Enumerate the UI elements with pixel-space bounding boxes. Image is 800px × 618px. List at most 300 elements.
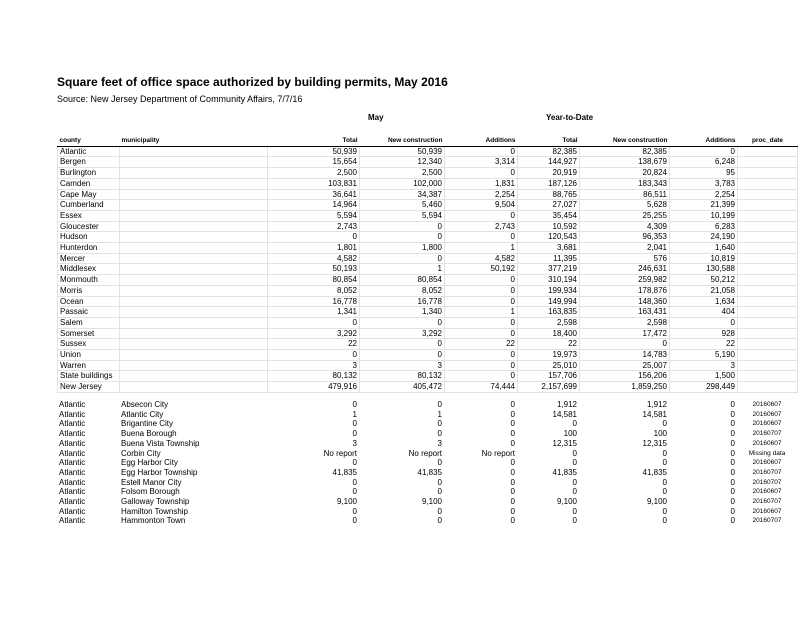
col-municipality: municipality <box>120 136 268 146</box>
ytd-new-cell: 138,679 <box>580 157 670 168</box>
ytd-additions-cell: 0 <box>730 409 735 419</box>
county-cell: Passaic <box>58 307 120 318</box>
municipality-cell <box>120 146 268 157</box>
municipality-cell: Atlantic City <box>121 409 164 419</box>
county-cell: Cumberland <box>58 200 120 211</box>
municipality-cell <box>120 221 268 232</box>
ytd-new-cell: 246,631 <box>580 264 670 275</box>
proc-date-cell <box>738 350 798 361</box>
ytd-additions-cell: 21,399 <box>670 200 738 211</box>
may-total-cell: 0 <box>352 487 357 497</box>
ytd-total-cell: 12,315 <box>552 438 577 448</box>
proc-date-cell: 20160607 <box>752 439 782 447</box>
county-cell: Atlantic <box>58 146 120 157</box>
ytd-additions-cell: 10,199 <box>670 210 738 221</box>
may-total-cell: 479,916 <box>268 382 360 393</box>
may-total-cell: 50,939 <box>268 146 360 157</box>
ytd-total-cell: 0 <box>572 516 577 526</box>
ytd-new-cell: 2,041 <box>580 243 670 254</box>
ytd-new-cell: 156,206 <box>580 371 670 382</box>
may-new-cell: 0 <box>360 350 445 361</box>
may-total-cell: 0 <box>352 516 357 526</box>
municipality-cell <box>120 243 268 254</box>
may-total-cell: 80,854 <box>268 275 360 286</box>
ytd-additions-cell: 0 <box>730 419 735 429</box>
may-additions-cell: 1 <box>445 243 518 254</box>
may-total-cell: 3 <box>268 360 360 371</box>
ytd-new-cell: 20,824 <box>580 168 670 179</box>
ytd-new-cell: 1,912 <box>646 400 667 409</box>
county-row <box>58 157 798 168</box>
municipality-cell: Estell Manor City <box>121 477 182 487</box>
ytd-new-cell: 0 <box>662 506 667 516</box>
may-new-cell: 80,132 <box>360 371 445 382</box>
col-may-total: Total <box>268 136 360 146</box>
municipality-cell <box>120 253 268 264</box>
may-new-cell: 2,500 <box>360 168 445 179</box>
may-additions-cell: 0 <box>445 328 518 339</box>
ytd-total-cell: 3,681 <box>518 243 580 254</box>
may-total-cell: 2,500 <box>268 168 360 179</box>
may-total-cell: 50,193 <box>268 264 360 275</box>
proc-date-cell <box>738 264 798 275</box>
municipality-cell: Buena Vista Township <box>121 438 200 448</box>
may-additions-cell: 4,582 <box>445 253 518 264</box>
may-total-cell: 16,778 <box>268 296 360 307</box>
ytd-additions-cell: 0 <box>730 400 735 409</box>
ytd-new-cell: 183,343 <box>580 178 670 189</box>
ytd-additions-cell: 404 <box>670 307 738 318</box>
may-total-cell: 103,831 <box>268 178 360 189</box>
ytd-total-cell: 18,400 <box>518 328 580 339</box>
may-new-cell: 0 <box>360 232 445 243</box>
ytd-additions-cell: 0 <box>730 506 735 516</box>
municipality-cell <box>120 307 268 318</box>
may-additions-cell: 0 <box>445 371 518 382</box>
may-new-cell: 3 <box>360 360 445 371</box>
ytd-new-cell: 259,982 <box>580 275 670 286</box>
municipality-cell <box>120 178 268 189</box>
municipality-cell <box>120 157 268 168</box>
ytd-additions-cell: 0 <box>730 477 735 487</box>
county-cell: Atlantic <box>59 458 86 468</box>
county-cell: State buildings <box>58 371 120 382</box>
ytd-new-cell: 5,628 <box>580 200 670 211</box>
ytd-new-cell: 25,007 <box>580 360 670 371</box>
ytd-total-cell: 120,543 <box>518 232 580 243</box>
county-row <box>58 317 798 328</box>
ytd-new-cell: 9,100 <box>646 497 667 507</box>
may-new-cell: 5,460 <box>360 200 445 211</box>
may-total-cell: 0 <box>352 400 357 409</box>
may-new-cell: 12,340 <box>360 157 445 168</box>
county-cell: Essex <box>58 210 120 221</box>
ytd-new-cell: 96,353 <box>580 232 670 243</box>
may-additions-cell: 0 <box>445 360 518 371</box>
may-new-cell: 0 <box>437 429 442 439</box>
may-new-cell: 102,000 <box>360 178 445 189</box>
proc-date-cell <box>738 253 798 264</box>
ytd-new-cell: 148,360 <box>580 296 670 307</box>
may-new-cell: 5,594 <box>360 210 445 221</box>
may-total-cell: No report <box>323 448 357 458</box>
may-new-cell: 80,854 <box>360 275 445 286</box>
ytd-additions-cell: 298,449 <box>670 382 738 393</box>
may-additions-cell: 0 <box>510 400 515 409</box>
county-row <box>58 275 798 286</box>
ytd-total-cell: 14,581 <box>552 409 577 419</box>
may-total-cell: 22 <box>268 339 360 350</box>
ytd-additions-cell: 928 <box>670 328 738 339</box>
municipality-row <box>57 419 797 429</box>
ytd-total-cell: 310,194 <box>518 275 580 286</box>
proc-date-cell: 20160707 <box>752 498 782 506</box>
municipality-cell <box>120 296 268 307</box>
municipality-cell <box>120 371 268 382</box>
ytd-new-cell: 0 <box>662 477 667 487</box>
ytd-new-cell: 14,581 <box>642 409 667 419</box>
ytd-total-cell: 20,919 <box>518 168 580 179</box>
county-row <box>58 264 798 275</box>
ytd-total-cell: 0 <box>572 487 577 497</box>
may-additions-cell: 0 <box>510 429 515 439</box>
may-new-cell: 3 <box>437 438 442 448</box>
ytd-additions-cell: 0 <box>730 467 735 477</box>
county-row <box>58 243 798 254</box>
ytd-new-cell: 0 <box>662 419 667 429</box>
municipality-cell <box>120 350 268 361</box>
ytd-additions-cell: 0 <box>730 516 735 526</box>
ytd-additions-cell: 5,190 <box>670 350 738 361</box>
county-row <box>58 253 798 264</box>
may-additions-cell: 0 <box>445 296 518 307</box>
may-total-cell: 0 <box>352 477 357 487</box>
may-total-cell: 41,835 <box>332 467 357 477</box>
municipality-row <box>57 507 797 517</box>
county-cell: Burlington <box>58 168 120 179</box>
county-cell: Atlantic <box>59 506 86 516</box>
ytd-additions-cell: 1,634 <box>670 296 738 307</box>
proc-date-cell: 20160707 <box>752 430 782 438</box>
may-additions-cell: 9,504 <box>445 200 518 211</box>
col-may-additions: Additions <box>445 136 518 146</box>
may-total-cell: 2,743 <box>268 221 360 232</box>
may-total-cell: 0 <box>352 458 357 468</box>
ytd-total-cell: 10,592 <box>518 221 580 232</box>
may-new-cell: 0 <box>360 221 445 232</box>
county-row <box>58 168 798 179</box>
county-cell: Cape May <box>58 189 120 200</box>
municipality-cell <box>120 189 268 200</box>
county-cell: Hunterdon <box>58 243 120 254</box>
may-new-cell: 0 <box>360 339 445 350</box>
may-additions-cell: 2,743 <box>445 221 518 232</box>
county-row <box>58 371 798 382</box>
may-new-cell: 1 <box>437 409 442 419</box>
ytd-total-cell: 0 <box>572 458 577 468</box>
county-cell: Morris <box>58 285 120 296</box>
proc-date-cell: 20160607 <box>752 488 782 496</box>
may-total-cell: 0 <box>352 419 357 429</box>
may-new-cell: 1 <box>360 264 445 275</box>
county-row <box>58 360 798 371</box>
ytd-new-cell: 0 <box>580 339 670 350</box>
may-additions-cell: 1 <box>445 307 518 318</box>
may-additions-cell: 0 <box>510 458 515 468</box>
municipality-cell: Brigantine City <box>121 419 174 429</box>
may-additions-cell: 0 <box>510 409 515 419</box>
ytd-additions-cell: 0 <box>730 458 735 468</box>
may-total-cell: 9,100 <box>336 497 357 507</box>
ytd-total-cell: 35,454 <box>518 210 580 221</box>
county-cell: Sussex <box>58 339 120 350</box>
county-row <box>58 296 798 307</box>
may-new-cell: 0 <box>437 477 442 487</box>
may-total-cell: 36,641 <box>268 189 360 200</box>
may-total-cell: 80,132 <box>268 371 360 382</box>
may-additions-cell: 22 <box>445 339 518 350</box>
ytd-total-cell: 1,912 <box>556 400 577 409</box>
ytd-additions-cell: 50,212 <box>670 275 738 286</box>
municipality-cell <box>120 360 268 371</box>
may-additions-cell: 0 <box>510 419 515 429</box>
ytd-new-cell: 86,511 <box>580 189 670 200</box>
proc-date-cell: 20160607 <box>752 420 782 428</box>
county-cell: Bergen <box>58 157 120 168</box>
ytd-total-cell: 19,973 <box>518 350 580 361</box>
municipality-row <box>57 487 797 497</box>
column-header-row <box>58 136 798 146</box>
may-additions-cell: 0 <box>510 487 515 497</box>
county-row <box>58 307 798 318</box>
county-row <box>58 285 798 296</box>
ytd-total-cell: 0 <box>572 448 577 458</box>
may-new-cell: 41,835 <box>417 467 442 477</box>
proc-date-cell <box>738 307 798 318</box>
may-new-cell: 0 <box>437 458 442 468</box>
may-additions-cell: 1,831 <box>445 178 518 189</box>
proc-date-cell <box>738 221 798 232</box>
may-additions-cell: 50,192 <box>445 264 518 275</box>
ytd-additions-cell: 0 <box>730 497 735 507</box>
may-additions-cell: 74,444 <box>445 382 518 393</box>
proc-date-cell <box>738 210 798 221</box>
ytd-total-cell: 2,598 <box>518 317 580 328</box>
col-county: county <box>58 136 120 146</box>
ytd-additions-cell: 22 <box>670 339 738 350</box>
municipality-cell <box>120 328 268 339</box>
ytd-new-cell: 25,255 <box>580 210 670 221</box>
ytd-new-cell: 0 <box>662 448 667 458</box>
proc-date-cell: 20160607 <box>752 410 782 418</box>
county-cell: Middlesex <box>58 264 120 275</box>
ytd-additions-cell: 6,283 <box>670 221 738 232</box>
municipality-cell <box>120 275 268 286</box>
proc-date-cell <box>738 178 798 189</box>
proc-date-cell <box>738 146 798 157</box>
report-source: Source: New Jersey Department of Community Affairs, 7/7/16 <box>57 94 303 104</box>
municipality-cell: Hamilton Township <box>121 506 188 516</box>
municipality-row <box>57 449 797 459</box>
may-new-cell: 0 <box>360 253 445 264</box>
ytd-additions-cell: 1,640 <box>670 243 738 254</box>
municipality-cell <box>120 285 268 296</box>
may-additions-cell: 0 <box>445 146 518 157</box>
ytd-total-cell: 0 <box>572 506 577 516</box>
municipality-row <box>57 439 797 449</box>
county-cell: Atlantic <box>59 419 86 429</box>
may-total-cell: 1,341 <box>268 307 360 318</box>
county-cell: New Jersey <box>58 382 120 393</box>
county-cell: Atlantic <box>59 497 86 507</box>
may-new-cell: 34,387 <box>360 189 445 200</box>
ytd-total-cell: 11,395 <box>518 253 580 264</box>
proc-date-cell: 20160607 <box>752 401 782 408</box>
may-total-cell: 3 <box>352 438 357 448</box>
ytd-total-cell: 88,765 <box>518 189 580 200</box>
county-cell: Warren <box>58 360 120 371</box>
municipality-cell <box>120 232 268 243</box>
ytd-new-cell: 0 <box>662 516 667 526</box>
proc-date-cell: 20160607 <box>752 507 782 515</box>
may-new-cell: 0 <box>437 516 442 526</box>
municipality-cell <box>120 168 268 179</box>
ytd-additions-cell: 2,254 <box>670 189 738 200</box>
may-additions-cell: 0 <box>510 497 515 507</box>
proc-date-cell <box>738 317 798 328</box>
may-new-cell: 16,778 <box>360 296 445 307</box>
proc-date-cell <box>738 296 798 307</box>
municipality-row <box>57 400 797 410</box>
may-total-cell: 8,052 <box>268 285 360 296</box>
may-new-cell: 405,472 <box>360 382 445 393</box>
col-proc-date: proc_date <box>738 136 798 146</box>
may-new-cell: 8,052 <box>360 285 445 296</box>
proc-date-cell <box>738 232 798 243</box>
ytd-new-cell: 576 <box>580 253 670 264</box>
col-may-new-construction: New construction <box>360 136 445 146</box>
county-summary-table <box>57 136 798 393</box>
municipality-cell: Folsom Borough <box>121 487 180 497</box>
proc-date-cell <box>738 200 798 211</box>
municipality-cell <box>120 200 268 211</box>
ytd-additions-cell: 3,783 <box>670 178 738 189</box>
proc-date-cell <box>738 243 798 254</box>
proc-date-cell <box>738 275 798 286</box>
ytd-total-cell: 149,994 <box>518 296 580 307</box>
ytd-new-cell: 0 <box>662 487 667 497</box>
ytd-additions-cell: 6,248 <box>670 157 738 168</box>
may-total-cell: 4,582 <box>268 253 360 264</box>
may-total-cell: 5,594 <box>268 210 360 221</box>
proc-date-cell <box>738 382 798 393</box>
municipality-cell: Galloway Township <box>121 497 190 507</box>
group-header-ytd: Year-to-Date <box>546 113 594 122</box>
ytd-additions-cell: 0 <box>730 438 735 448</box>
county-cell: Atlantic <box>59 400 86 409</box>
ytd-new-cell: 1,859,250 <box>580 382 670 393</box>
municipality-cell: Absecon City <box>121 400 169 409</box>
ytd-additions-cell: 0 <box>730 448 735 458</box>
proc-date-cell <box>738 285 798 296</box>
municipality-table <box>57 400 797 526</box>
proc-date-cell <box>738 168 798 179</box>
may-additions-cell: 0 <box>445 232 518 243</box>
county-cell: Atlantic <box>59 409 86 419</box>
proc-date-cell <box>738 328 798 339</box>
county-row <box>58 146 798 157</box>
may-total-cell: 3,292 <box>268 328 360 339</box>
county-cell: Monmouth <box>58 275 120 286</box>
may-additions-cell: 0 <box>445 285 518 296</box>
county-row <box>58 189 798 200</box>
county-cell: Atlantic <box>59 467 86 477</box>
ytd-additions-cell: 1,500 <box>670 371 738 382</box>
municipality-cell <box>120 382 268 393</box>
municipality-cell: Corbin City <box>121 448 161 458</box>
county-cell: Atlantic <box>59 516 86 526</box>
may-total-cell: 1,801 <box>268 243 360 254</box>
proc-date-cell: 20160707 <box>752 517 782 525</box>
municipality-row <box>57 410 797 420</box>
ytd-total-cell: 199,934 <box>518 285 580 296</box>
ytd-new-cell: 17,472 <box>580 328 670 339</box>
municipality-cell <box>120 339 268 350</box>
ytd-new-cell: 100 <box>653 429 667 439</box>
report-title: Square feet of office space authorized by building permits, May 2016 <box>57 75 448 89</box>
may-new-cell: 50,939 <box>360 146 445 157</box>
ytd-additions-cell: 0 <box>730 487 735 497</box>
county-cell: Ocean <box>58 296 120 307</box>
ytd-additions-cell: 3 <box>670 360 738 371</box>
may-new-cell: 0 <box>437 419 442 429</box>
proc-date-cell <box>738 189 798 200</box>
may-additions-cell: 0 <box>510 516 515 526</box>
may-total-cell: 0 <box>268 317 360 328</box>
ytd-total-cell: 2,157,699 <box>518 382 580 393</box>
ytd-total-cell: 0 <box>572 477 577 487</box>
ytd-total-cell: 22 <box>518 339 580 350</box>
ytd-new-cell: 178,876 <box>580 285 670 296</box>
ytd-total-cell: 157,706 <box>518 371 580 382</box>
municipality-row <box>57 458 797 468</box>
may-additions-cell: 0 <box>510 506 515 516</box>
municipality-cell <box>120 317 268 328</box>
ytd-new-cell: 41,835 <box>642 467 667 477</box>
may-new-cell: No report <box>408 448 442 458</box>
municipality-cell <box>120 210 268 221</box>
ytd-additions-cell: 0 <box>670 146 738 157</box>
proc-date-cell <box>738 157 798 168</box>
may-additions-cell: 0 <box>510 438 515 448</box>
proc-date-cell <box>738 360 798 371</box>
may-new-cell: 0 <box>437 506 442 516</box>
county-row <box>58 339 798 350</box>
may-additions-cell: 0 <box>445 275 518 286</box>
county-cell: Camden <box>58 178 120 189</box>
may-total-cell: 1 <box>352 409 357 419</box>
may-new-cell: 9,100 <box>421 497 442 507</box>
may-new-cell: 1,800 <box>360 243 445 254</box>
may-additions-cell: 3,314 <box>445 157 518 168</box>
municipality-cell <box>120 264 268 275</box>
ytd-total-cell: 82,385 <box>518 146 580 157</box>
county-row <box>58 178 798 189</box>
municipality-cell: Egg Harbor Township <box>121 467 198 477</box>
ytd-total-cell: 377,219 <box>518 264 580 275</box>
may-new-cell: 1,340 <box>360 307 445 318</box>
county-cell: Hudson <box>58 232 120 243</box>
